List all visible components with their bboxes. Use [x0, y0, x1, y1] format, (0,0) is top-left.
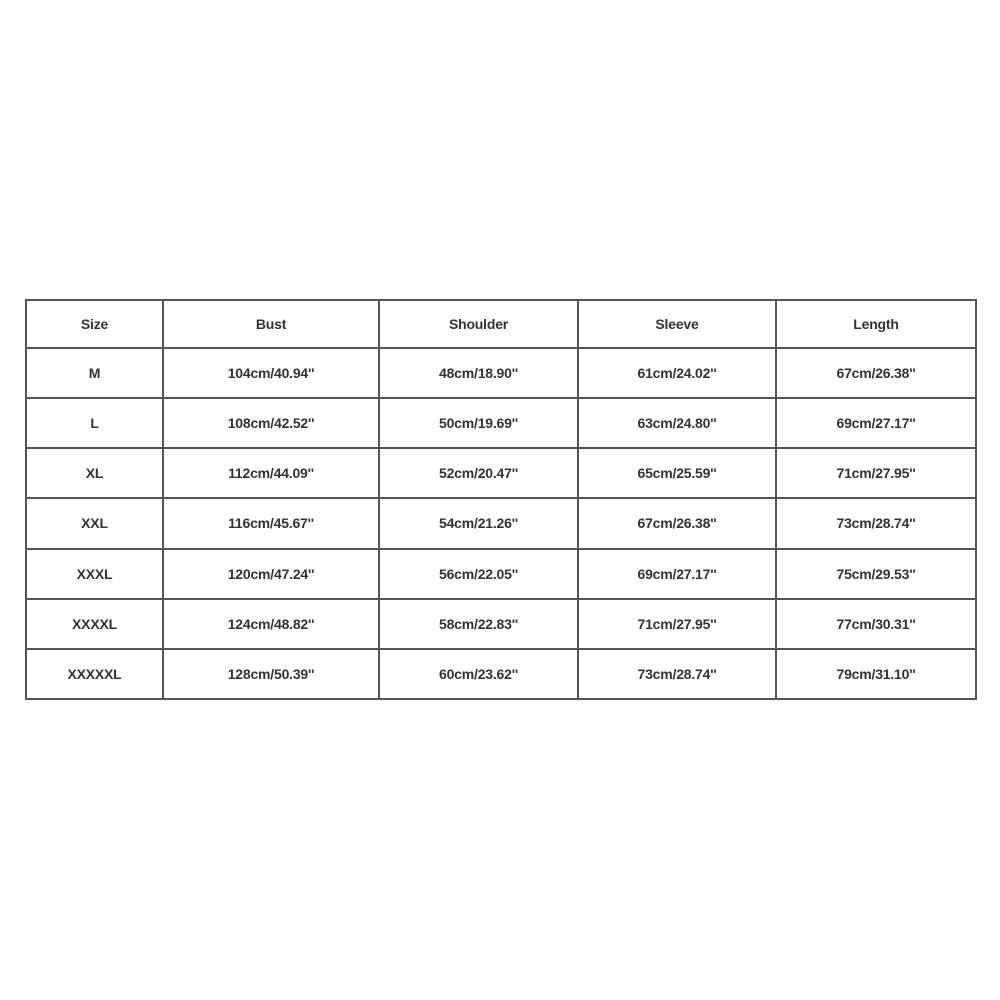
header-row [26, 300, 976, 348]
cell-sleeve: 67cm/26.38'' [578, 498, 776, 548]
cell-size: M [26, 348, 163, 398]
cell-sleeve: 73cm/28.74'' [578, 649, 776, 699]
cell-size: XXXXXL [26, 649, 163, 699]
cell-size: XXXXL [26, 599, 163, 649]
cell-bust: 104cm/40.94'' [163, 348, 379, 398]
cell-size: XL [26, 448, 163, 498]
header-size: Size [26, 300, 163, 348]
size-chart-table [25, 299, 977, 700]
cell-sleeve: 63cm/24.80'' [578, 398, 776, 448]
table-row [26, 498, 976, 548]
cell-bust: 128cm/50.39'' [163, 649, 379, 699]
cell-shoulder: 60cm/23.62'' [379, 649, 578, 699]
cell-size: L [26, 398, 163, 448]
header-shoulder: Shoulder [379, 300, 578, 348]
cell-length: 75cm/29.53'' [776, 549, 976, 599]
cell-length: 71cm/27.95'' [776, 448, 976, 498]
cell-sleeve: 71cm/27.95'' [578, 599, 776, 649]
cell-bust: 108cm/42.52'' [163, 398, 379, 448]
cell-shoulder: 58cm/22.83'' [379, 599, 578, 649]
table-row [26, 398, 976, 448]
cell-bust: 116cm/45.67'' [163, 498, 379, 548]
table-row [26, 348, 976, 398]
cell-shoulder: 56cm/22.05'' [379, 549, 578, 599]
cell-sleeve: 61cm/24.02'' [578, 348, 776, 398]
cell-shoulder: 52cm/20.47'' [379, 448, 578, 498]
cell-bust: 120cm/47.24'' [163, 549, 379, 599]
cell-shoulder: 48cm/18.90'' [379, 348, 578, 398]
header-sleeve: Sleeve [578, 300, 776, 348]
cell-length: 67cm/26.38'' [776, 348, 976, 398]
cell-size: XXL [26, 498, 163, 548]
cell-shoulder: 50cm/19.69'' [379, 398, 578, 448]
cell-sleeve: 65cm/25.59'' [578, 448, 776, 498]
cell-length: 77cm/30.31'' [776, 599, 976, 649]
cell-length: 69cm/27.17'' [776, 398, 976, 448]
header-length: Length [776, 300, 976, 348]
cell-sleeve: 69cm/27.17'' [578, 549, 776, 599]
table-row [26, 649, 976, 699]
cell-length: 73cm/28.74'' [776, 498, 976, 548]
header-bust: Bust [163, 300, 379, 348]
cell-bust: 112cm/44.09'' [163, 448, 379, 498]
cell-length: 79cm/31.10'' [776, 649, 976, 699]
table-row [26, 549, 976, 599]
cell-bust: 124cm/48.82'' [163, 599, 379, 649]
table-row [26, 448, 976, 498]
table-row [26, 599, 976, 649]
cell-size: XXXL [26, 549, 163, 599]
cell-shoulder: 54cm/21.26'' [379, 498, 578, 548]
